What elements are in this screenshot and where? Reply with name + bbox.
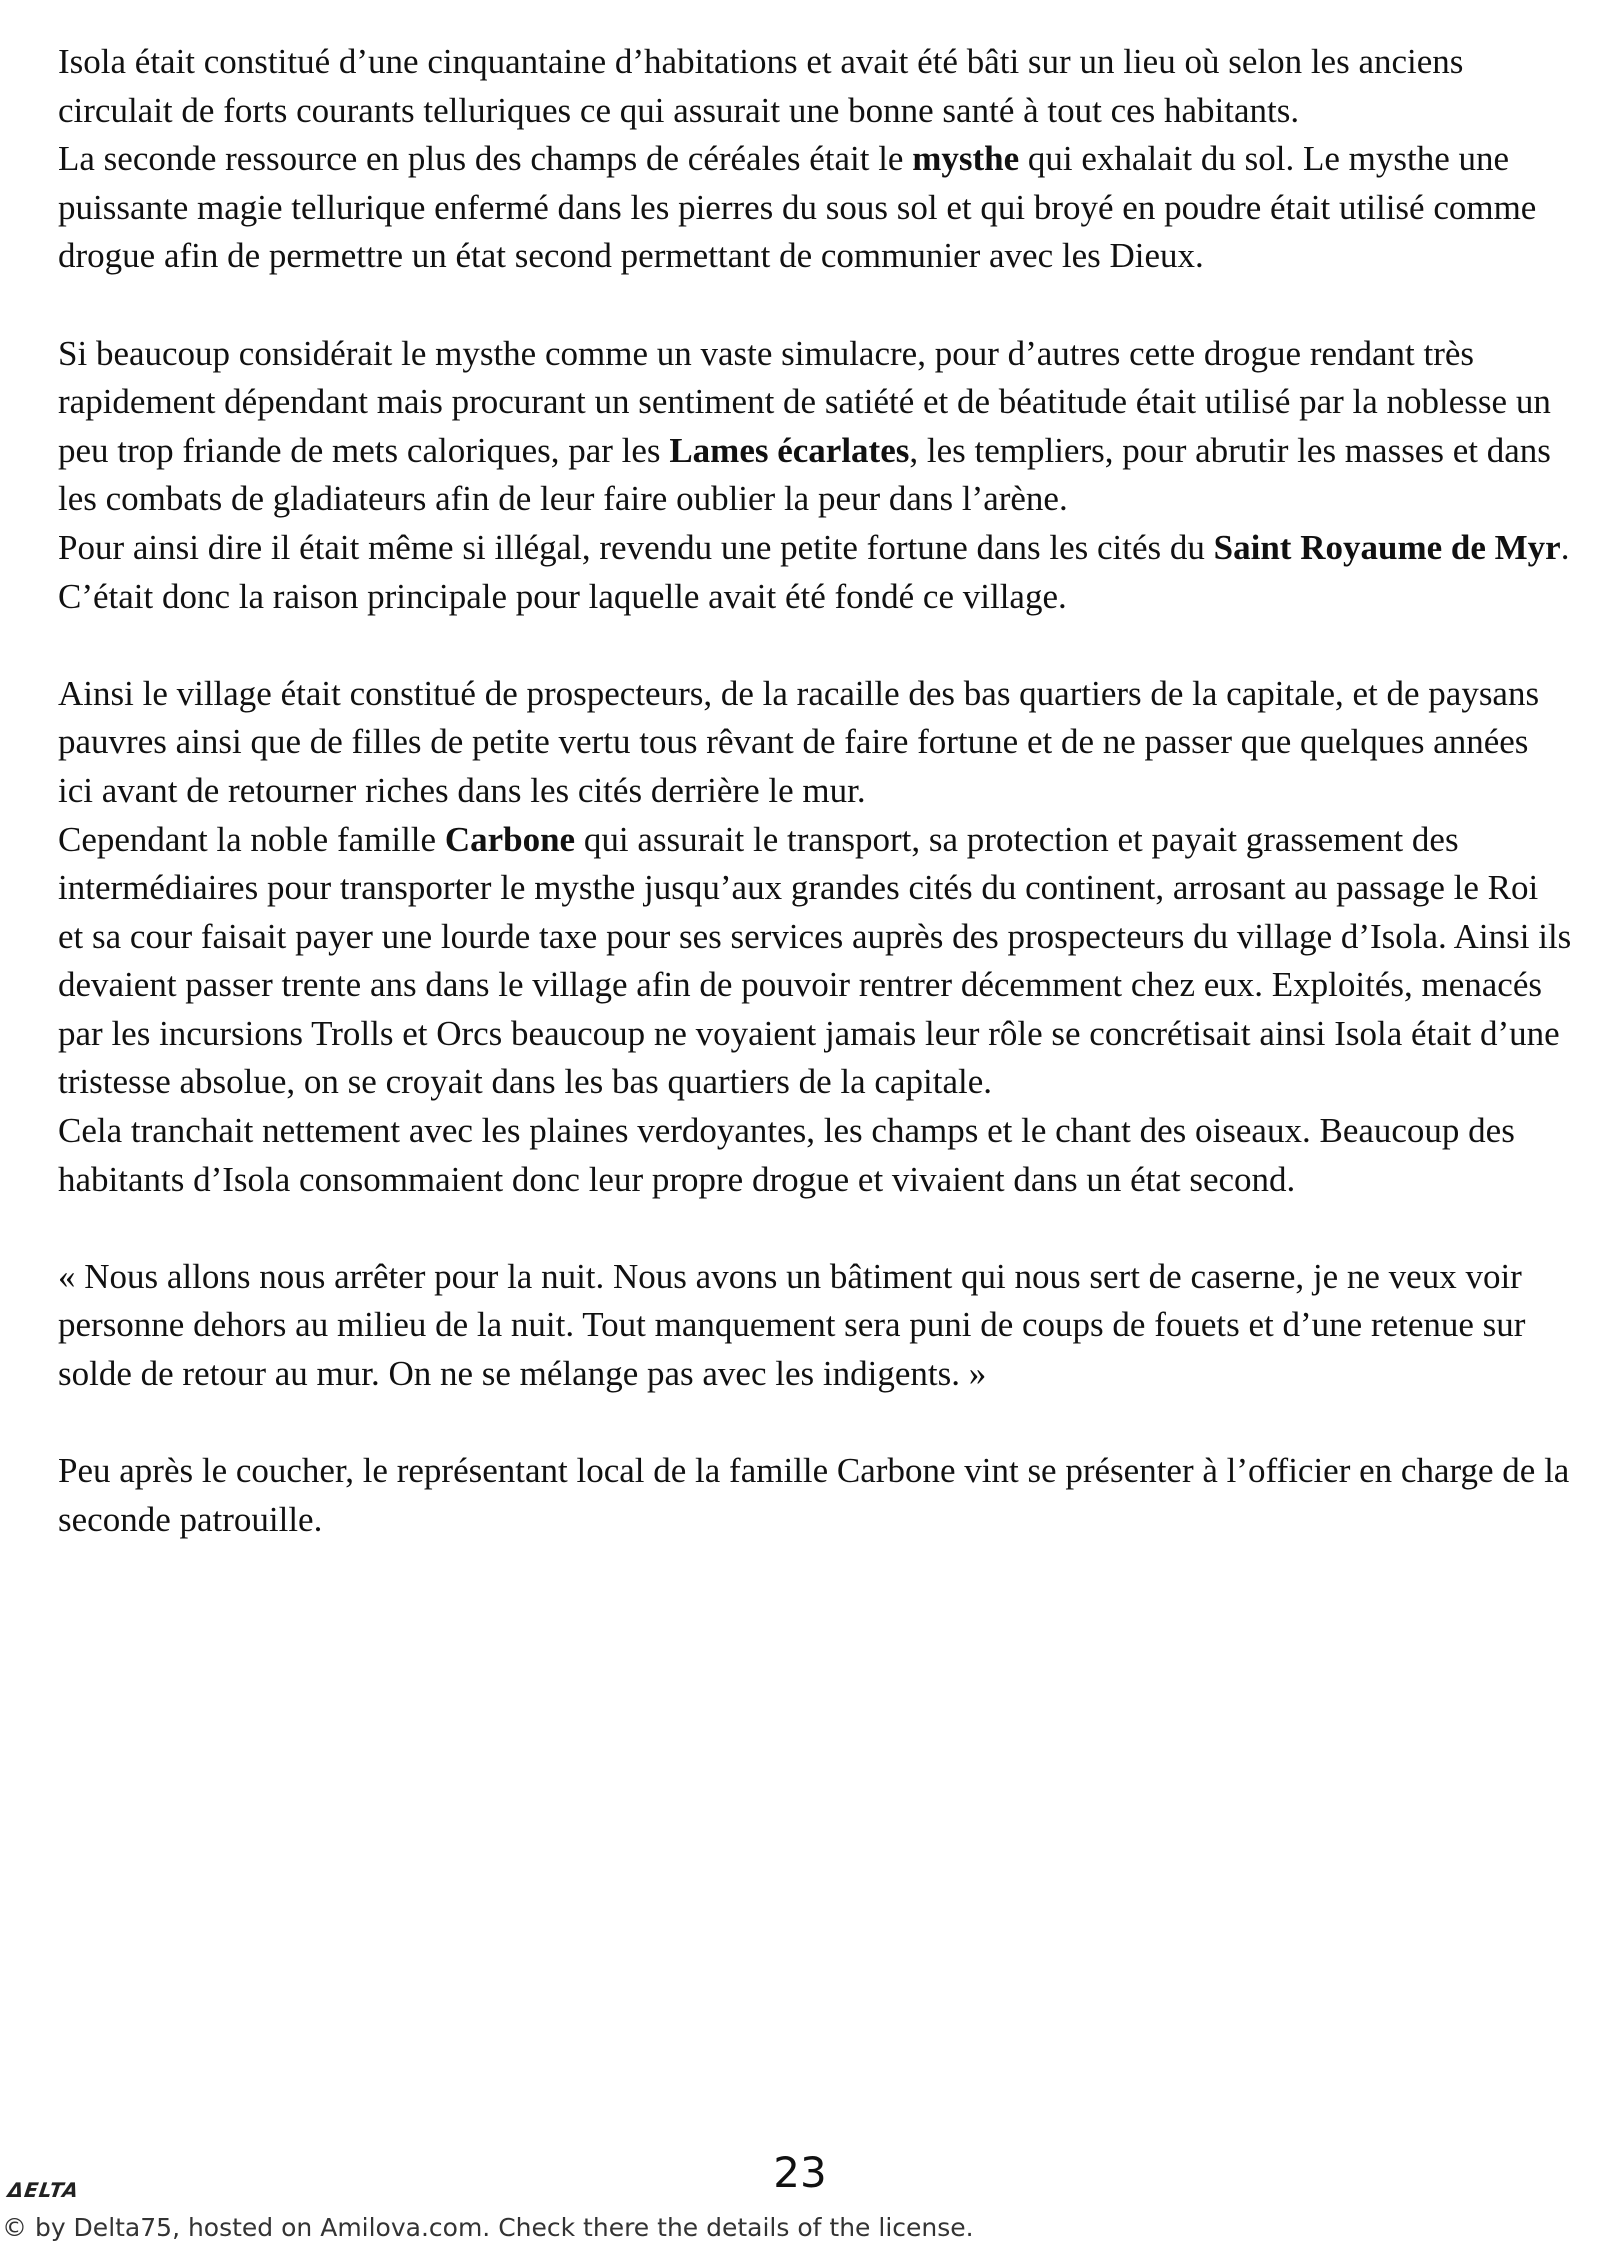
delta-logo: ΔELTA: [6, 2178, 81, 2202]
paragraph: [58, 524, 1572, 621]
text-run: Isola était constitué d’une cinquantaine d’habitations et avait été bâti sur un lieu où selon les anciens circulait de forts courants telluriques ce qui assurait une bonne santé à tout ces habitants.: [58, 42, 1464, 130]
paragraph: [58, 330, 1572, 524]
text-run: Cela tranchait nettement avec les plaines verdoyantes, les champs et le chant des oiseaux. Beaucoup des habitants d’Isola consommaient donc leur propre drogue et vivaient dans un état second.: [58, 1111, 1515, 1199]
bold-term: Saint Royaume de Myr: [1213, 527, 1561, 567]
text-run: qui assurait le transport, sa protection et payait grassement des intermédiaires pour transporter le mysthe jusqu’aux grandes cités du continent, arrosant au passage le Roi et sa cour faisait payer une lourde taxe pour ses services auprès des prospecteurs du village d’Isola. Ainsi ils devaient passer trente ans dans le village afin de pouvoir rentrer décemment chez eux. Exploités, menacés par les incursions Trolls et Orcs beaucoup ne voyaient jamais leur rôle se concrétisait ainsi Isola était d’une tristesse absolue, on se croyait dans les bas quartiers de la capitale.: [58, 819, 1572, 1102]
text-run: Ainsi le village était constitué de prospecteurs, de la racaille des bas quartiers de la capitale, et de paysans pauvres ainsi que de filles de petite vertu tous rêvant de faire fortune et de ne passer que quelques années ici avant de retourner riches dans les cités derrière le mur.: [58, 673, 1540, 810]
bold-term: mysthe: [912, 139, 1020, 179]
text-run: qui exhalait du sol. Le mysthe une puissante magie tellurique enfermé dans les pierres du sous sol et qui broyé en poudre était utilisé comme drogue afin de permettre un état second permettant de communier avec les Dieux.: [58, 139, 1537, 276]
page-number: 23: [773, 2148, 827, 2197]
bold-term: Carbone: [444, 819, 576, 859]
text-run: La seconde ressource en plus des champs de céréales était le: [58, 139, 913, 179]
text-run: Peu après le coucher, le représentant local de la famille Carbone vint se présenter à l’officier en charge de la seconde patrouille.: [58, 1451, 1570, 1539]
text-run: . C’était donc la raison principale pour laquelle avait été fondé ce village.: [58, 527, 1570, 616]
paragraph: [58, 1253, 1572, 1399]
text-run: Cependant la noble famille: [58, 819, 445, 859]
paragraph: [58, 670, 1572, 816]
paragraph-spacer: [58, 281, 1572, 330]
paragraph: [58, 1447, 1572, 1544]
paragraph: [58, 135, 1572, 281]
text-run: , les templiers, pour abrutir les masses et dans les combats de gladiateurs afin de leur faire oublier la peur dans l’arène.: [58, 430, 1551, 519]
paragraph: [58, 816, 1572, 1108]
text-run: Si beaucoup considérait le mysthe comme un vaste simulacre, pour d’autres cette drogue rendant très rapidement dépendant mais procurant un sentiment de satiété et de béatitude était utilisé par la noblesse un peu trop friande de mets caloriques, par les: [58, 333, 1551, 470]
page-text: [58, 38, 1572, 1544]
copyright-notice: © by Delta75, hosted on Amilova.com. Check there the details of the license.: [2, 2213, 974, 2242]
paragraph: [58, 38, 1572, 135]
paragraph-spacer: [58, 1204, 1572, 1253]
text-run: « Nous allons nous arrêter pour la nuit. Nous avons un bâtiment qui nous sert de caserne, je ne veux voir personne dehors au milieu de la nuit. Tout manquement sera puni de coups de fouets et d’une retenue sur solde de retour au mur. On ne se mélange pas avec les indigents. »: [58, 1256, 1526, 1394]
paragraph: [58, 1107, 1572, 1204]
bold-term: Lames écarlates: [669, 430, 910, 470]
paragraph-spacer: [58, 1399, 1572, 1448]
paragraph-spacer: [58, 621, 1572, 670]
text-run: Pour ainsi dire il était même si illégal, revendu une petite fortune dans les cités du: [58, 527, 1214, 567]
